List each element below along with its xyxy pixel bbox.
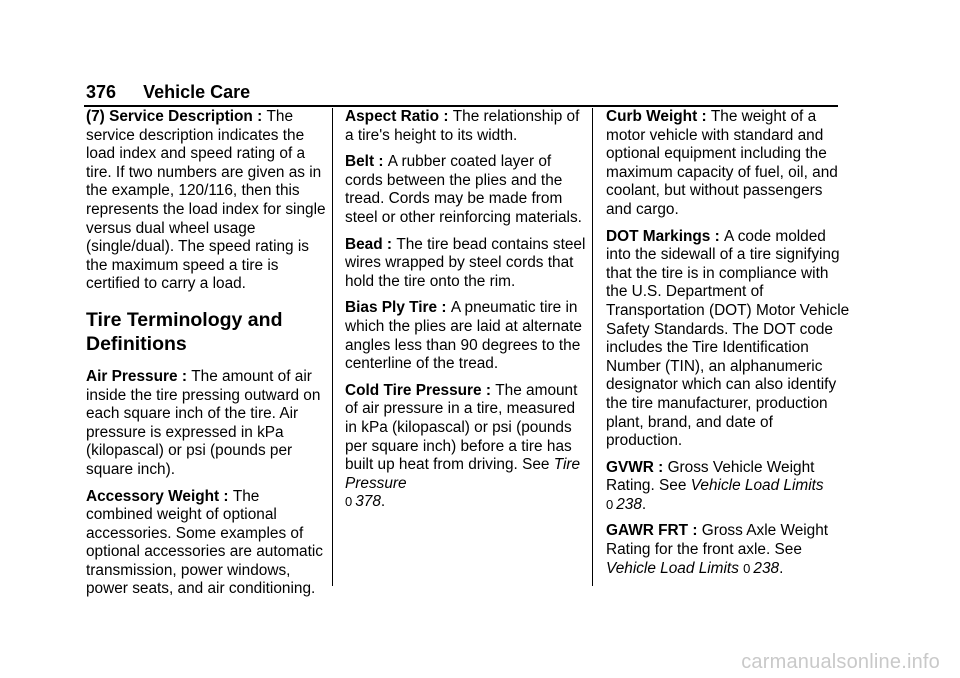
definition-term: Bead :	[345, 236, 396, 253]
definition-entry	[606, 228, 850, 451]
definition-term: Aspect Ratio :	[345, 108, 453, 125]
definition-text: The relationship of a tire's height to its width.	[345, 108, 580, 144]
definition-term: Bias Ply Tire :	[345, 299, 451, 316]
definition-text: The service description indicates the load index and speed rating of a tire. If two numbers are given as in the example, 120/116, then this represents the load index for single versus dual wheel usage (single/dual). The speed rating is the maximum speed a tire is certified to carry a load.	[86, 108, 326, 293]
definition-term: Air Pressure :	[86, 368, 191, 385]
definition-entry	[86, 488, 330, 600]
definition-text: Gross Vehicle Weight Rating. See	[606, 458, 815, 495]
definition-term: Cold Tire Pressure :	[345, 382, 495, 399]
cross-reference-link[interactable]: Vehicle Load Limits 0 238	[606, 477, 824, 513]
definition-entry: Cold Tire Pressure : The amount of air pressure in a tire, measured in kPa (kilopascal) or psi (pounds per square inch) before a tire has built up heat from driving. See Tire Pressure 0 378.	[345, 382, 589, 512]
definition-text: The tire bead contains steel wires wrapped by steel cords that hold the tire onto the rim.	[345, 235, 586, 290]
page-ref-icon: 0	[743, 560, 751, 576]
definition-term: Belt :	[345, 153, 388, 170]
reference-page: 378	[355, 493, 381, 511]
page-header	[86, 80, 250, 104]
definition-entry	[345, 108, 589, 145]
definition-entry: GAWR FRT : Gross Axle Weight Rating for the front axle. See Vehicle Load Limits 0 238.	[606, 522, 850, 578]
definition-entry	[345, 236, 589, 292]
column-divider	[332, 108, 333, 586]
page-ref-icon: 0	[606, 496, 614, 512]
definition-text: The combined weight of optional accessories. Some examples of optional accessories are automatic transmission, power windows, power seats, and air conditioning.	[86, 487, 323, 598]
column-1	[86, 108, 330, 607]
definition-entry	[86, 368, 330, 480]
definition-text: The amount of air pressure in a tire, measured in kPa (kilopascal) or psi (pounds per square inch) before a tire has built up heat from driving. See	[345, 381, 578, 474]
reference-page: 238	[753, 559, 780, 577]
definition-term: GAWR FRT :	[606, 522, 702, 539]
column-3	[606, 108, 850, 586]
definition-entry	[606, 108, 850, 220]
header-rule	[84, 105, 838, 107]
reference-page: 238	[616, 495, 642, 513]
definition-text: The amount of air inside the tire pressing outward on each square inch of the tire. Air pressure is expressed in kPa (kilopascal) or psi (pounds per square inch).	[86, 367, 321, 478]
definition-term: Curb Weight :	[606, 108, 711, 125]
definition-term: GVWR :	[606, 459, 668, 476]
definition-text: The weight of a motor vehicle with standard and optional equipment including the maximum capacity of fuel, oil, and coolant, but without passengers and cargo.	[606, 108, 838, 218]
column-2	[345, 108, 589, 520]
definition-entry	[345, 153, 589, 227]
service-description-paragraph	[86, 108, 330, 294]
definition-term: (7) Service Description :	[86, 108, 266, 125]
page-number: 376	[86, 82, 117, 102]
page-ref-icon: 0	[345, 494, 353, 510]
definition-text: A code molded into the sidewall of a tire signifying that the tire is in compliance with the U.S. Department of Transportation (DOT) Motor Vehicle Safety Standards. The DOT code includes the Tire Identification Number (TIN), an alphanumeric designator which can also identify the tire manufacturer, production plant, brand, and date of production.	[606, 227, 850, 450]
definition-text: A rubber coated layer of cords between the plies and the tread. Cords may be made from steel or other reinforcing materials.	[345, 153, 582, 226]
cross-reference-link[interactable]: Tire Pressure 0 378	[345, 456, 581, 511]
definition-term: DOT Markings :	[606, 228, 724, 245]
column-divider	[592, 108, 593, 586]
section-heading: Tire Terminology and Definitions	[86, 308, 283, 355]
watermark: carmanualsonline.info	[741, 651, 940, 673]
definition-entry	[345, 299, 589, 373]
definition-text: A pneumatic tire in which the plies are laid at alternate angles less than 90 degrees to the centerline of the tread.	[345, 299, 582, 373]
cross-reference-link[interactable]: Vehicle Load Limits 0 238	[606, 559, 780, 577]
definition-text: Gross Axle Weight Rating for the front axle. See	[606, 522, 829, 559]
definition-term: Accessory Weight :	[86, 488, 233, 505]
definition-entry: GVWR : Gross Vehicle Weight Rating. See Vehicle Load Limits 0 238.	[606, 459, 850, 515]
section-title: Vehicle Care	[143, 82, 251, 102]
